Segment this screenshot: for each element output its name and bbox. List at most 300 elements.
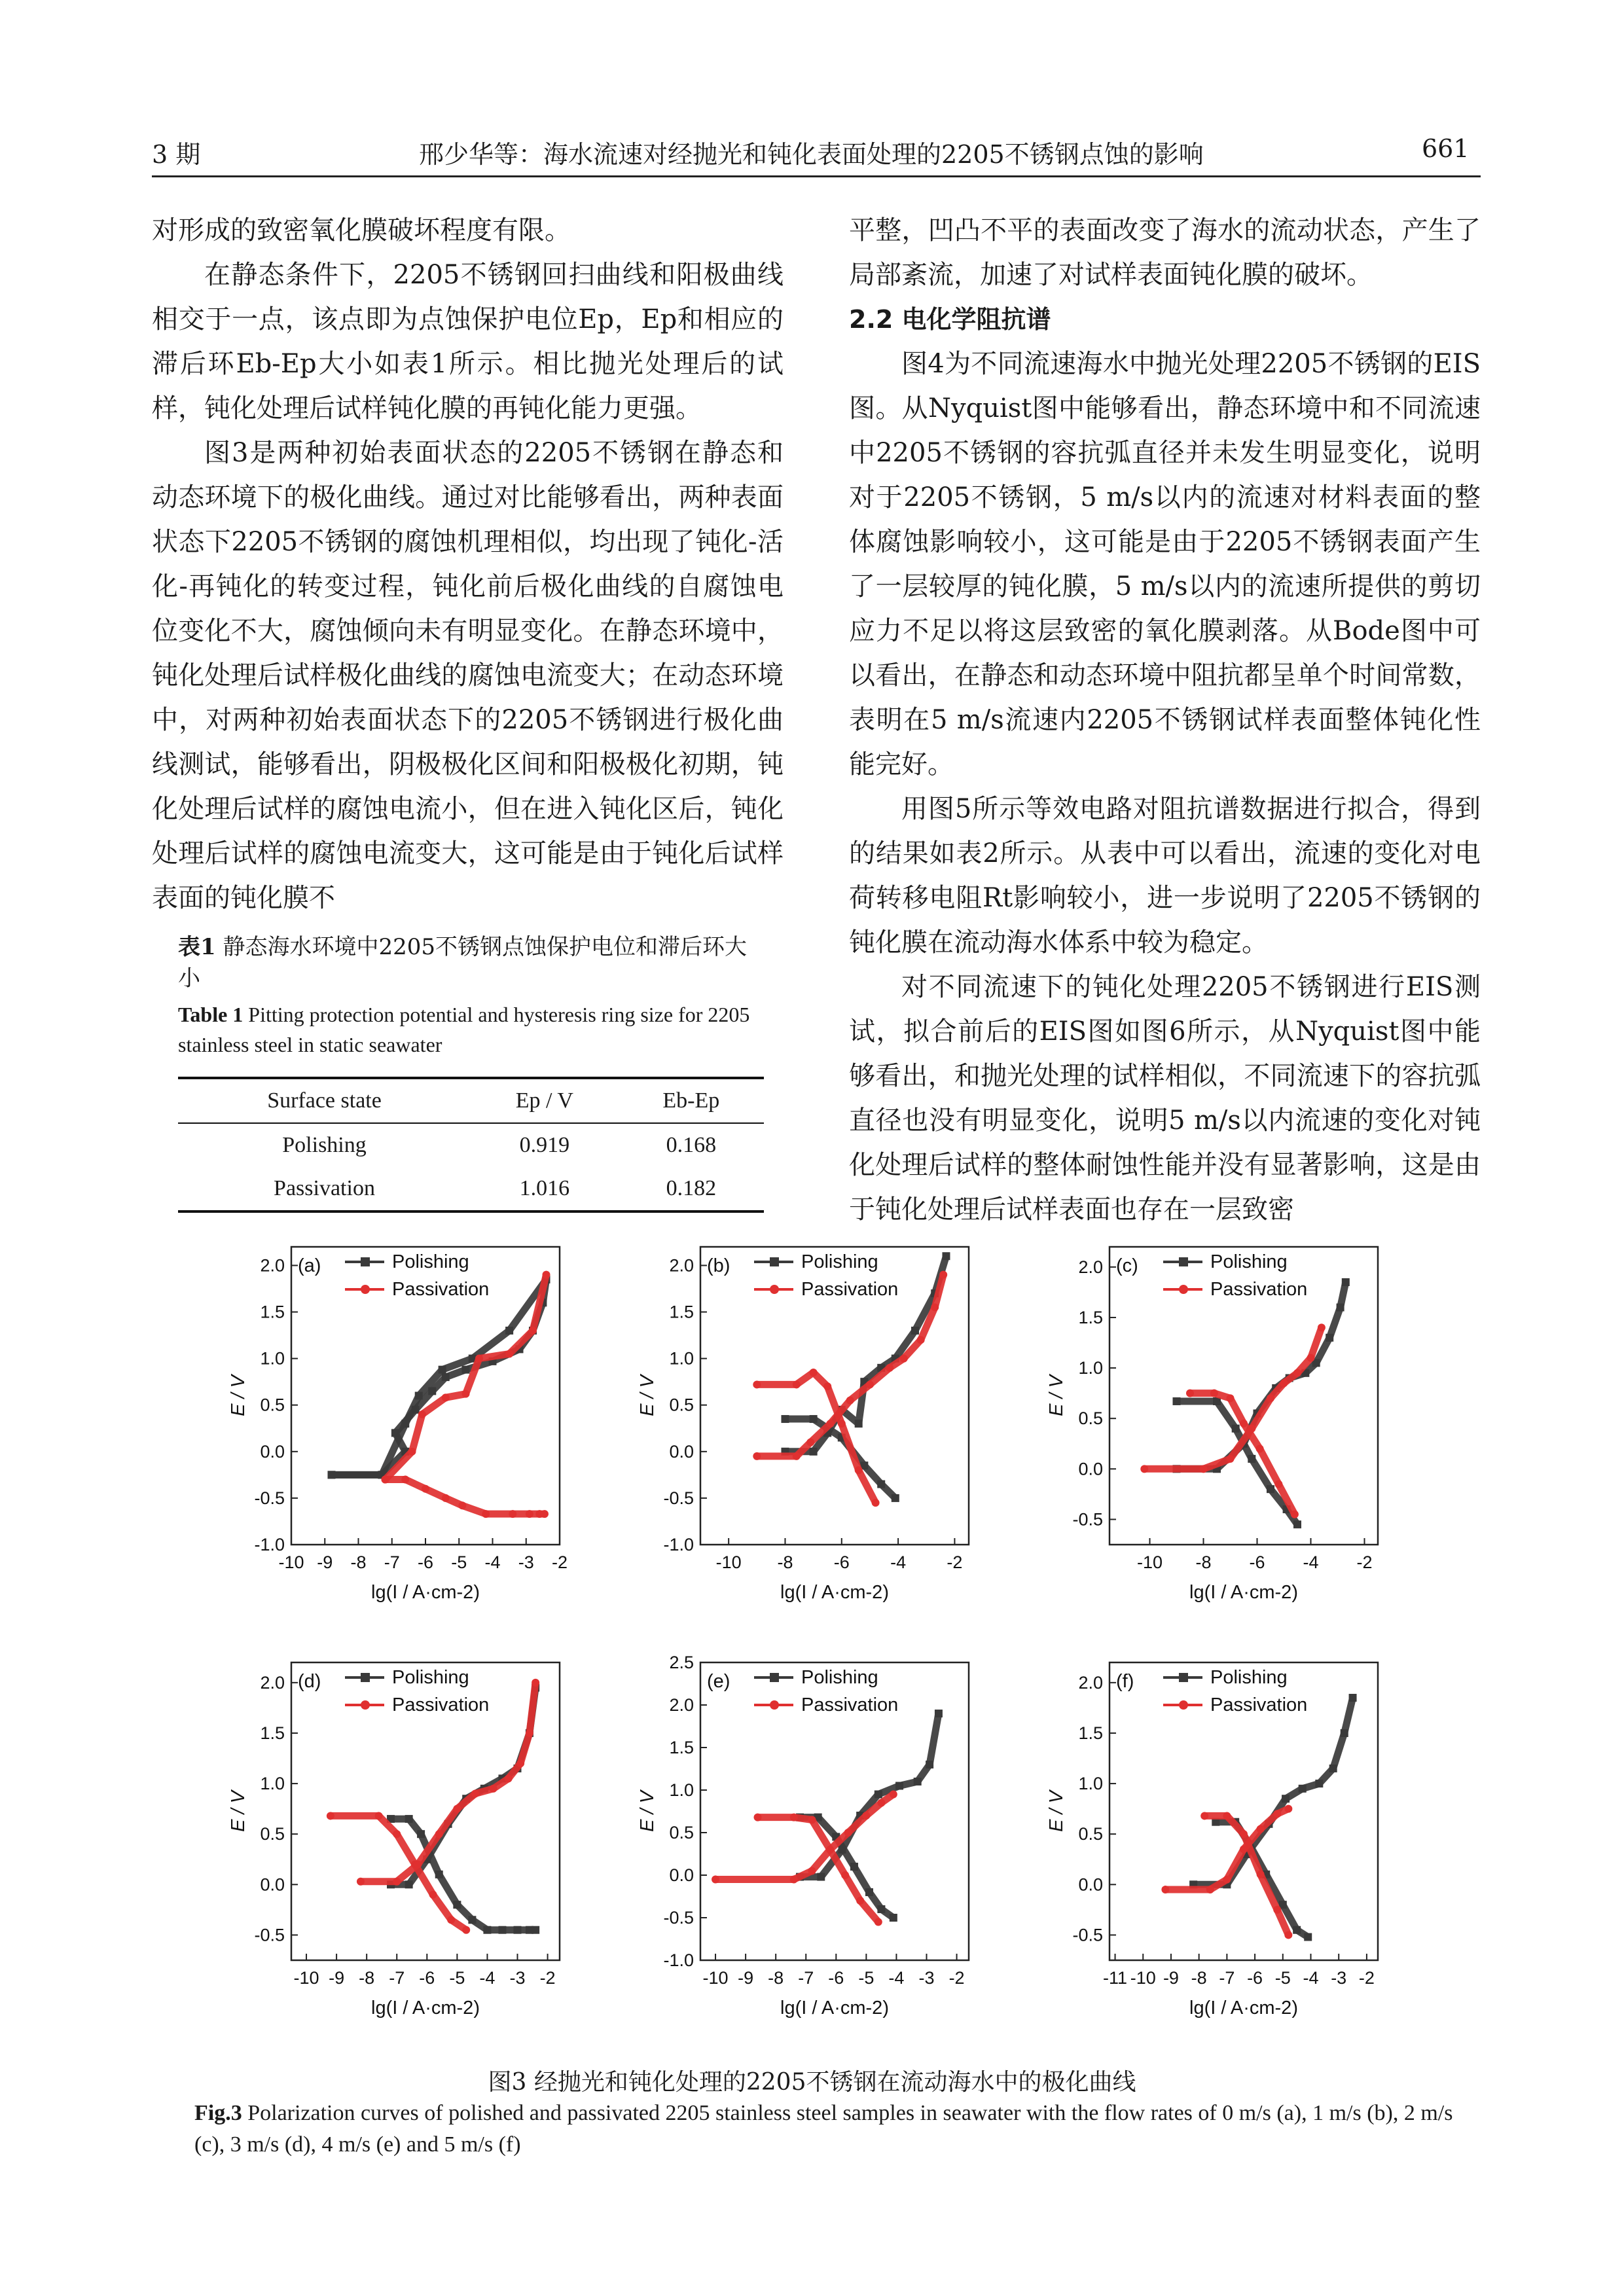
y-tick-label: 1.0 bbox=[669, 1348, 694, 1369]
data-point bbox=[429, 1891, 437, 1899]
data-point bbox=[1284, 1805, 1292, 1813]
table-cell: 0.182 bbox=[619, 1167, 764, 1211]
data-point bbox=[917, 1336, 925, 1344]
data-point bbox=[753, 1380, 761, 1388]
series-line-polishing bbox=[800, 1713, 939, 1877]
table-cell: Polishing bbox=[282, 1133, 367, 1157]
x-tick-label: -11 bbox=[1103, 1968, 1128, 1988]
x-tick-label: -6 bbox=[419, 1968, 435, 1988]
data-point bbox=[529, 1327, 537, 1335]
y-tick-label: -0.5 bbox=[254, 1488, 285, 1508]
data-point bbox=[865, 1888, 873, 1896]
data-point bbox=[526, 1510, 533, 1518]
left-paragraph-3: 图3是两种初始表面状态的2205不锈钢在静态和动态环境下的极化曲线。通过对比能够看出，两种表面状态下2205不锈钢的腐蚀机理相似，均出现了钝化-活化-再钝化的转变过程，钝化前后极化曲线的自腐蚀电位变化不大，腐蚀倾向未有明显变化。在静态环境中，钝化处理后试样极化曲线的腐蚀电流变大；在动态环境中，对两种初始表面状态下的2205不锈钢进行极化曲线测试，能够看出，阴极极化区间和阳极极化初期，钝化处理后试样的腐蚀电流小，但在进入钝化区后，钝化处理后试样的腐蚀电流变大，这可能是由于钝化后试样表面的钝化膜不 bbox=[152, 438, 784, 913]
left-column bbox=[152, 208, 784, 920]
y-tick-label: 0.0 bbox=[669, 1865, 694, 1885]
y-tick-label: 0.0 bbox=[669, 1441, 694, 1462]
right-paragraph-1: 平整，凹凸不平的表面改变了海水的流动状态，产生了局部紊流，加速了对试样表面钝化膜的破坏。 bbox=[849, 215, 1481, 290]
data-point bbox=[914, 1778, 922, 1785]
panel-label: (c) bbox=[1116, 1255, 1138, 1276]
data-point bbox=[808, 1867, 816, 1875]
data-point bbox=[1273, 1906, 1281, 1914]
x-axis-label: lg(I / A·cm-2) bbox=[780, 1582, 889, 1603]
x-tick-label: -5 bbox=[451, 1552, 467, 1572]
table-cell: 0.919 bbox=[519, 1133, 570, 1157]
data-point bbox=[890, 1914, 897, 1922]
data-point bbox=[442, 1494, 450, 1502]
data-point bbox=[866, 1380, 874, 1388]
data-point bbox=[935, 1710, 943, 1717]
data-point bbox=[790, 1814, 798, 1821]
legend-marker bbox=[361, 1700, 370, 1710]
figure-caption-cn: 图3 经抛光和钝化处理的2205不锈钢在流动海水中的极化曲线 bbox=[488, 2069, 1136, 2096]
x-tick-label: -8 bbox=[350, 1552, 367, 1572]
data-point bbox=[931, 1303, 939, 1311]
x-tick-label: -2 bbox=[539, 1968, 556, 1988]
x-axis-label: lg(I / A·cm-2) bbox=[1189, 1582, 1298, 1603]
left-paragraph-2: 在静态条件下，2205不锈钢回扫曲线和阳极曲线相交于一点，该点即为点蚀保护电位Ep，Ep和相应的滞后环Eb-Ep大小如表1所示。相比抛光处理后的试样，钝化处理后试样钝化膜的再钝化能力更强。 bbox=[152, 260, 784, 423]
data-point bbox=[543, 1271, 550, 1279]
y-tick-label: 1.0 bbox=[1078, 1358, 1103, 1378]
data-point bbox=[712, 1876, 719, 1884]
data-point bbox=[1274, 1480, 1282, 1488]
data-point bbox=[417, 1830, 425, 1838]
x-tick-label: -9 bbox=[738, 1968, 754, 1988]
data-point bbox=[875, 1918, 882, 1926]
data-point bbox=[442, 1393, 450, 1401]
table-header-cell: Eb-Ep bbox=[619, 1078, 764, 1123]
data-point bbox=[810, 1415, 818, 1423]
panel-label: (e) bbox=[707, 1671, 731, 1692]
data-point bbox=[1337, 1304, 1344, 1312]
data-point bbox=[1227, 1394, 1235, 1402]
x-axis-label: lg(I / A·cm-2) bbox=[371, 1998, 480, 2018]
data-point bbox=[1248, 1455, 1255, 1463]
data-point bbox=[1200, 1465, 1208, 1473]
y-tick-label: -0.5 bbox=[1072, 1509, 1103, 1530]
x-axis-label: lg(I / A·cm-2) bbox=[1189, 1998, 1298, 2018]
x-tick-label: -8 bbox=[1191, 1968, 1207, 1988]
data-point bbox=[754, 1814, 762, 1821]
x-tick-label: -10 bbox=[1136, 1552, 1163, 1572]
legend-label: Passivation bbox=[801, 1279, 899, 1300]
data-point bbox=[475, 1355, 483, 1363]
table1 bbox=[178, 1077, 764, 1213]
legend-label: Polishing bbox=[801, 1251, 878, 1272]
data-point bbox=[877, 1799, 885, 1807]
y-axis-label: E / V bbox=[637, 1375, 658, 1416]
data-point bbox=[1299, 1785, 1307, 1793]
x-tick-label: -2 bbox=[948, 1968, 965, 1988]
data-point bbox=[886, 1364, 893, 1372]
right-paragraph-2: 图4为不同流速海水中抛光处理2205不锈钢的EIS图。从Nyquist图中能够看出，静态环境中和不同流速中2205不锈钢的容抗弧直径并未发生明显变化，说明对于2205不锈钢，5 m/s以内的流速对材料表面的整体腐蚀影响较小，这可能是由于2205不锈钢表面产生了一层较厚的钝化膜，5 m/s以内的流速所提供的剪切应力不足以将这层致密的氧化膜剥落。从Bode图中可以看出，在静态和动态环境中阻抗都呈单个时间常数，表明在5 m/s流速内2205不锈钢试样表面整体钝化性能完好。 bbox=[849, 349, 1481, 780]
x-tick-label: -6 bbox=[1249, 1552, 1265, 1572]
x-tick-label: -9 bbox=[1163, 1968, 1179, 1988]
table1-caption-en: Pitting protection potential and hysteresis ring size for 2205 stainless steel in static seawater bbox=[178, 1003, 750, 1056]
data-point bbox=[505, 1774, 513, 1782]
data-point bbox=[1293, 1520, 1301, 1528]
table-cell: 0.168 bbox=[666, 1133, 717, 1157]
data-point bbox=[1240, 1830, 1248, 1838]
data-point bbox=[468, 1916, 476, 1924]
y-tick-label: 1.5 bbox=[669, 1738, 694, 1757]
x-tick-label: -5 bbox=[858, 1968, 875, 1988]
data-point bbox=[1227, 1455, 1235, 1463]
series-line-passivation bbox=[758, 1818, 878, 1922]
data-point bbox=[810, 1448, 818, 1456]
data-point bbox=[514, 1926, 522, 1934]
data-point bbox=[790, 1876, 798, 1884]
y-tick-label: 0.0 bbox=[1078, 1874, 1103, 1895]
data-point bbox=[1223, 1876, 1231, 1884]
data-point bbox=[1257, 1825, 1265, 1833]
data-point bbox=[1284, 1931, 1292, 1939]
x-tick-label: -10 bbox=[278, 1552, 304, 1572]
data-point bbox=[1293, 1926, 1301, 1934]
data-point bbox=[838, 1420, 846, 1427]
y-tick-label: 2.0 bbox=[260, 1672, 285, 1693]
chart-panel-b bbox=[625, 1240, 979, 1633]
y-tick-label: 0.5 bbox=[669, 1823, 694, 1842]
y-tick-label: 1.0 bbox=[260, 1348, 285, 1369]
y-tick-label: -0.5 bbox=[663, 1908, 694, 1928]
data-point bbox=[817, 1873, 825, 1881]
x-tick-label: -8 bbox=[777, 1552, 793, 1572]
y-tick-label: -1.0 bbox=[663, 1950, 694, 1970]
x-tick-label: -2 bbox=[1358, 1968, 1375, 1988]
table1-caption-en-label: Table 1 bbox=[178, 1003, 244, 1026]
y-tick-label: -1.0 bbox=[254, 1535, 285, 1554]
data-point bbox=[482, 1510, 490, 1518]
series-line-polishing bbox=[332, 1280, 547, 1475]
x-tick-label: -9 bbox=[329, 1968, 345, 1988]
data-point bbox=[1329, 1765, 1337, 1772]
data-point bbox=[1307, 1354, 1315, 1362]
data-point bbox=[1257, 1871, 1265, 1878]
data-point bbox=[435, 1871, 443, 1878]
y-tick-label: 2.0 bbox=[1078, 1257, 1103, 1277]
table-header-cell: Ep / V bbox=[471, 1078, 619, 1123]
data-point bbox=[541, 1510, 549, 1518]
x-tick-label: -7 bbox=[389, 1968, 405, 1988]
data-point bbox=[357, 1878, 365, 1886]
data-point bbox=[401, 1475, 409, 1483]
data-point bbox=[405, 1815, 413, 1823]
x-tick-label: -7 bbox=[798, 1968, 814, 1988]
data-point bbox=[841, 1871, 849, 1879]
data-point bbox=[877, 1905, 885, 1913]
panel-label: (f) bbox=[1116, 1671, 1134, 1692]
table1-caption-cn-label: 表1 bbox=[178, 934, 216, 960]
figure-caption-en bbox=[194, 2098, 1458, 2161]
data-point bbox=[926, 1761, 933, 1768]
data-point bbox=[823, 1382, 831, 1390]
legend-label: Passivation bbox=[1210, 1279, 1308, 1300]
x-tick-label: -2 bbox=[1356, 1552, 1373, 1572]
data-point bbox=[875, 1791, 882, 1799]
series-line-polishing bbox=[1193, 1698, 1353, 1884]
data-point bbox=[1210, 1390, 1218, 1397]
chart-panel-c bbox=[1034, 1240, 1388, 1633]
legend-marker bbox=[1179, 1673, 1188, 1682]
table-header-cell: Surface state bbox=[178, 1078, 471, 1123]
y-tick-label: -0.5 bbox=[1072, 1925, 1103, 1945]
x-tick-label: -4 bbox=[890, 1552, 907, 1572]
data-point bbox=[806, 1439, 814, 1446]
data-point bbox=[793, 1380, 801, 1388]
data-point bbox=[1342, 1278, 1350, 1286]
polarization-chart-f bbox=[1034, 1656, 1388, 2049]
data-point bbox=[872, 1499, 880, 1507]
x-tick-label: -10 bbox=[293, 1968, 319, 1988]
data-point bbox=[1267, 1485, 1274, 1493]
y-tick-label: 1.0 bbox=[669, 1780, 694, 1800]
y-tick-label: 1.5 bbox=[1078, 1307, 1103, 1327]
header-rule bbox=[152, 175, 1481, 177]
x-tick-label: -3 bbox=[1331, 1968, 1347, 1988]
polarization-chart-a bbox=[216, 1240, 569, 1633]
data-point bbox=[458, 1501, 466, 1509]
y-tick-label: 1.5 bbox=[260, 1723, 285, 1743]
x-tick-label: -10 bbox=[1130, 1968, 1156, 1988]
table-cell: 1.016 bbox=[471, 1167, 619, 1211]
data-point bbox=[453, 1805, 461, 1813]
series-line-polishing bbox=[1177, 1282, 1346, 1469]
table-row bbox=[178, 1167, 764, 1211]
data-point bbox=[483, 1926, 491, 1934]
table-row bbox=[178, 1123, 764, 1167]
x-tick-label: -2 bbox=[947, 1552, 963, 1572]
data-point bbox=[1232, 1425, 1240, 1433]
data-point bbox=[855, 1420, 863, 1427]
data-point bbox=[382, 1475, 389, 1483]
y-tick-label: -0.5 bbox=[254, 1925, 285, 1945]
x-tick-label: -6 bbox=[833, 1552, 850, 1572]
series-line-polishing bbox=[1177, 1401, 1298, 1524]
data-point bbox=[895, 1782, 903, 1790]
legend-marker bbox=[361, 1673, 370, 1682]
data-point bbox=[1326, 1334, 1333, 1342]
y-tick-label: 0.5 bbox=[1078, 1408, 1103, 1429]
data-point bbox=[1282, 1795, 1290, 1803]
data-point bbox=[839, 1846, 846, 1854]
y-tick-label: 0.0 bbox=[1078, 1459, 1103, 1479]
y-tick-label: 2.0 bbox=[669, 1695, 694, 1715]
data-point bbox=[1349, 1694, 1357, 1702]
table-cell: Passivation bbox=[178, 1167, 471, 1211]
data-point bbox=[890, 1791, 897, 1799]
x-tick-label: -8 bbox=[768, 1968, 784, 1988]
data-point bbox=[826, 1846, 834, 1854]
data-point bbox=[462, 1366, 470, 1374]
data-point bbox=[1173, 1397, 1181, 1405]
data-point bbox=[435, 1830, 443, 1838]
data-point bbox=[505, 1327, 513, 1335]
x-axis-label: lg(I / A·cm-2) bbox=[371, 1582, 480, 1603]
data-point bbox=[471, 1790, 479, 1798]
x-tick-label: -9 bbox=[317, 1552, 333, 1572]
data-point bbox=[781, 1415, 789, 1423]
legend-label: Passivation bbox=[801, 1695, 899, 1715]
chart-panel-a bbox=[216, 1240, 569, 1633]
right-paragraph-3: 用图5所示等效电路对阻抗谱数据进行拟合，得到的结果如表2所示。从表中可以看出，流速的变化对电荷转移电阻Rt影响较小，进一步说明了2205不锈钢的钝化膜在流动海水体系中较为稳定。 bbox=[849, 794, 1481, 958]
x-tick-label: -10 bbox=[702, 1968, 729, 1988]
x-tick-label: -8 bbox=[1195, 1552, 1212, 1572]
legend-label: Polishing bbox=[392, 1251, 469, 1272]
data-point bbox=[855, 1466, 863, 1474]
polarization-chart-d bbox=[216, 1656, 569, 2049]
data-point bbox=[1315, 1780, 1323, 1787]
y-tick-label: 0.5 bbox=[260, 1824, 285, 1844]
data-point bbox=[1161, 1886, 1169, 1893]
y-tick-label: 0.5 bbox=[1078, 1824, 1103, 1844]
y-tick-label: 2.5 bbox=[669, 1653, 694, 1672]
y-axis-label: E / V bbox=[1046, 1791, 1067, 1832]
x-tick-label: -7 bbox=[1219, 1968, 1235, 1988]
legend-marker bbox=[1179, 1257, 1188, 1266]
legend-label: Polishing bbox=[801, 1667, 878, 1688]
y-tick-label: 1.5 bbox=[669, 1302, 694, 1322]
data-point bbox=[900, 1355, 908, 1363]
legend-label: Polishing bbox=[392, 1667, 469, 1688]
y-tick-label: 0.0 bbox=[260, 1874, 285, 1895]
x-tick-label: -3 bbox=[918, 1968, 935, 1988]
data-point bbox=[1140, 1465, 1148, 1473]
legend-marker bbox=[361, 1285, 370, 1294]
x-tick-label: -4 bbox=[484, 1552, 501, 1572]
legend-label: Polishing bbox=[1210, 1251, 1288, 1272]
legend-marker bbox=[770, 1673, 779, 1682]
table-header-row bbox=[178, 1078, 764, 1123]
x-tick-label: -6 bbox=[828, 1968, 844, 1988]
data-point bbox=[827, 1420, 835, 1427]
y-tick-label: -0.5 bbox=[663, 1488, 694, 1508]
y-tick-label: 1.5 bbox=[1078, 1723, 1103, 1743]
data-point bbox=[422, 1485, 429, 1493]
x-tick-label: -3 bbox=[518, 1552, 534, 1572]
x-tick-label: -6 bbox=[417, 1552, 434, 1572]
data-point bbox=[1223, 1812, 1231, 1820]
data-point bbox=[1291, 1511, 1299, 1518]
x-axis-label: lg(I / A·cm-2) bbox=[780, 1998, 889, 2018]
series-line-passivation bbox=[757, 1275, 943, 1456]
panel-label: (a) bbox=[298, 1255, 321, 1276]
y-tick-label: -1.0 bbox=[663, 1535, 694, 1554]
y-tick-label: 0.5 bbox=[260, 1395, 285, 1415]
data-point bbox=[808, 1816, 816, 1824]
legend-marker bbox=[770, 1285, 779, 1294]
panel-label: (b) bbox=[707, 1255, 731, 1276]
data-point bbox=[505, 1350, 513, 1358]
data-point bbox=[532, 1926, 539, 1934]
y-axis-label: E / V bbox=[1046, 1375, 1067, 1416]
chart-panel-d bbox=[216, 1656, 569, 2049]
legend-label: Polishing bbox=[1210, 1667, 1288, 1688]
x-tick-label: -4 bbox=[1303, 1968, 1319, 1988]
data-point bbox=[1206, 1886, 1214, 1893]
polarization-chart-c bbox=[1034, 1240, 1388, 1633]
series-line-passivation bbox=[386, 1480, 545, 1515]
legend-marker bbox=[1179, 1700, 1188, 1710]
data-point bbox=[942, 1252, 950, 1260]
legend-label: Passivation bbox=[392, 1695, 490, 1715]
data-point bbox=[892, 1494, 899, 1502]
data-point bbox=[401, 1420, 409, 1427]
table1-caption bbox=[178, 920, 764, 1060]
data-point bbox=[393, 1878, 401, 1886]
data-point bbox=[405, 1880, 413, 1888]
x-tick-label: -4 bbox=[1303, 1552, 1319, 1572]
data-point bbox=[1318, 1323, 1326, 1331]
y-tick-label: 0.5 bbox=[669, 1395, 694, 1415]
y-tick-label: 0.0 bbox=[260, 1441, 285, 1462]
page-number: 661 bbox=[1422, 134, 1470, 163]
figure-caption-en-label: Fig.3 bbox=[194, 2101, 242, 2125]
data-point bbox=[490, 1785, 497, 1793]
data-point bbox=[1256, 1444, 1264, 1452]
data-point bbox=[862, 1812, 870, 1820]
data-point bbox=[532, 1679, 539, 1687]
x-tick-label: -8 bbox=[359, 1968, 375, 1988]
data-point bbox=[939, 1271, 947, 1279]
data-point bbox=[877, 1480, 885, 1488]
right-paragraph-4: 对不同流速下的钝化处理2205不锈钢进行EIS测试，拟合前后的EIS图如图6所示，从Nyquist图中能够看出，和抛光处理的试样相似，不同流速下的容抗弧直径也没有明显变化，说明5 m/s以内流速的变化对钝化处理后试样的整体耐蚀性能并没有显著影响，这是由于钝化处理后试样表面也存在一层致密 bbox=[849, 972, 1481, 1225]
x-tick-label: -4 bbox=[479, 1968, 496, 1988]
chart-panel-e bbox=[625, 1653, 979, 2049]
x-tick-label: -10 bbox=[715, 1552, 742, 1572]
x-tick-label: -5 bbox=[1274, 1968, 1291, 1988]
data-point bbox=[1293, 1369, 1301, 1377]
data-point bbox=[1273, 1810, 1281, 1818]
data-point bbox=[1304, 1933, 1312, 1941]
left-paragraph-1: 对形成的致密氧化膜破坏程度有限。 bbox=[152, 215, 571, 245]
chart-panel-f bbox=[1034, 1656, 1388, 2049]
data-point bbox=[911, 1327, 919, 1335]
data-point bbox=[846, 1397, 854, 1405]
x-tick-label: -7 bbox=[384, 1552, 400, 1572]
y-tick-label: 2.0 bbox=[669, 1255, 694, 1276]
data-point bbox=[844, 1829, 852, 1837]
data-point bbox=[810, 1369, 818, 1376]
data-point bbox=[753, 1452, 761, 1460]
y-tick-label: 2.0 bbox=[260, 1255, 285, 1276]
data-point bbox=[793, 1452, 801, 1460]
y-axis-label: E / V bbox=[637, 1791, 658, 1832]
section-heading: 2.2 电化学阻抗谱 bbox=[849, 305, 1051, 334]
data-point bbox=[850, 1863, 858, 1871]
table1-caption-cn: 静态海水环境中2205不锈钢点蚀保护电位和滞后环大小 bbox=[178, 934, 748, 992]
data-point bbox=[447, 1916, 455, 1924]
x-tick-label: -6 bbox=[1247, 1968, 1263, 1988]
data-point bbox=[418, 1410, 426, 1418]
data-point bbox=[1341, 1729, 1348, 1737]
header-title: 邢少华等：海水流速对经抛光和钝化表面处理的2205不锈钢点蚀的影响 bbox=[419, 140, 1204, 169]
legend-label: Passivation bbox=[1210, 1695, 1308, 1715]
data-point bbox=[327, 1812, 334, 1820]
y-tick-label: 2.0 bbox=[1078, 1672, 1103, 1693]
y-axis-label: E / V bbox=[228, 1375, 249, 1416]
x-tick-label: -4 bbox=[888, 1968, 905, 1988]
data-point bbox=[414, 1860, 422, 1868]
x-tick-label: -2 bbox=[551, 1552, 568, 1572]
right-column bbox=[849, 208, 1481, 1232]
data-point bbox=[1240, 1420, 1248, 1427]
data-point bbox=[498, 1926, 506, 1934]
data-point bbox=[516, 1759, 524, 1767]
data-point bbox=[453, 1901, 461, 1909]
data-point bbox=[856, 1897, 864, 1905]
y-tick-label: 1.0 bbox=[260, 1774, 285, 1794]
